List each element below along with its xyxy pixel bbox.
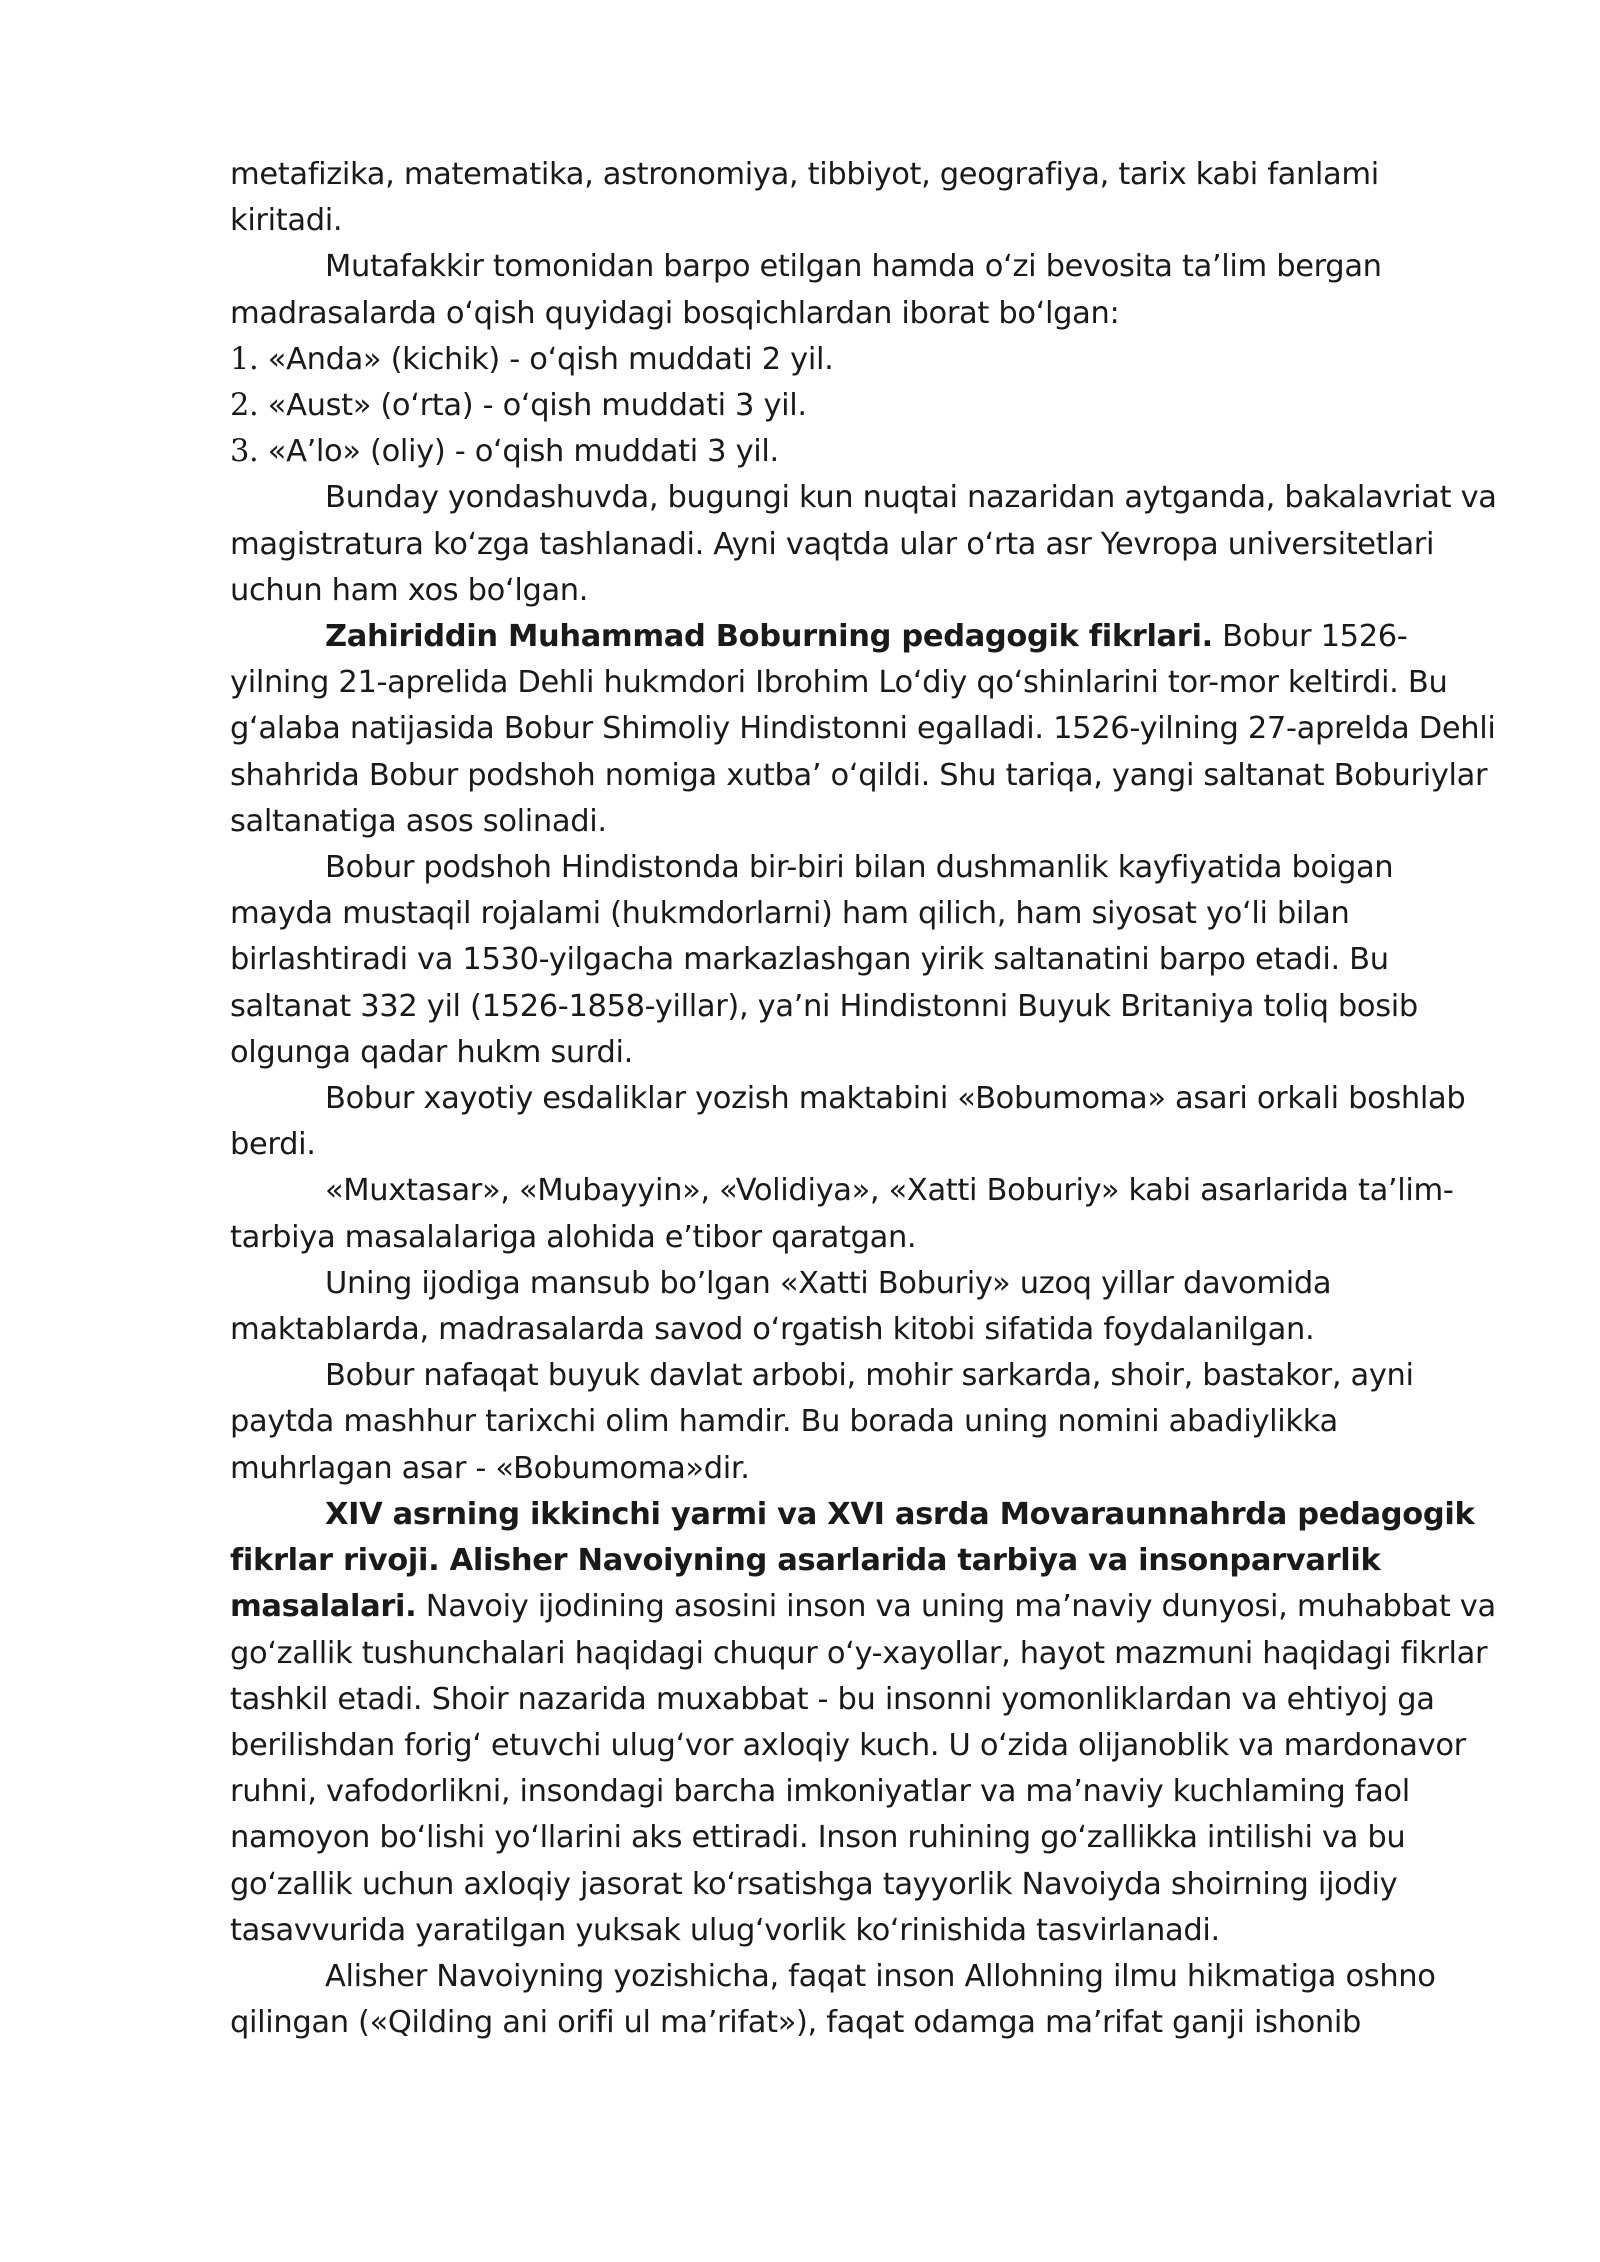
list-number: 2. [230,388,259,424]
list-number: 3. [230,434,259,470]
paragraph: metafizika, matematika, astronomiya, tibbiyot, geografiya, tarix kabi fanlami kiritadi. [230,157,1379,239]
paragraph: Bunday yondashuvda, bugungi kun nuqtai nazaridan aytganda, bakalavriat va magistratura koʻzga tashlanadi. Ayni vaqtda ular oʻrta asr Yevropa universitetlari uchun ham xos boʻlgan. [230,480,1497,608]
paragraph: Bobur podshoh Hindistonda bir-biri bilan dushmanlik kayfiyatida boigan mayda mustaqil rojalami (hukmdorlarni) ham qilich, ham siyosat yoʻli bilan birlashtiradi va 1530-yilgacha markazlashgan yirik saltanatini barpo etadi. Bu saltanat 332 yil (1526-1858-yillar), yaʼni Hindistonni Buyuk Britaniya toliq bosib olgunga qadar hukm surdi. [230,850,1418,1070]
list-text: «Aust» (oʻrta) - oʻqish muddati 3 yil. [267,388,807,424]
paragraph: Mutafakkir tomonidan barpo etilgan hamda oʻzi bevosita taʼlim bergan madrasalarda oʻqish quyidagi bosqichlardan iborat boʻlgan: [230,249,1382,331]
paragraph: Uning ijodiga mansub boʼlgan «Xatti Boburiy» uzoq yillar davomida maktablarda, madrasalarda savod oʻrgatish kitobi sifatida foydalanilgan. [230,1265,1332,1348]
paragraph-text: Navoiy ijodining asosini inson va uning maʼnaviy dunyosi, muhabbat va goʻzallik tushunchalari haqidagi chuqur oʻy-xayollar, hayot mazmuni haqidagi fikrlar tashkil etadi. Shoir nazarida muxabbat - bu insonni yomonliklardan va ehtiyoj ga berilishdan forigʻ etuvchi ulugʻvor axloqiy kuch. U oʻzida olijanoblik va mardonavor ruhni, vafodorlikni, insondagi barcha imkoniyatlar va maʼnaviy kuchlaming faol namoyon boʻlishi yoʻllarini aks ettiradi. Inson ruhining goʻzallikka intilishi va bu goʻzallik uchun axloqiy jasorat koʻrsatishga tayyorlik Navoiyda shoirning ijodiy tasavvurida yaratilgan yuksak ulugʻvorlik koʻrinishida tasvirlanadi. [230,1589,1496,1948]
list-item-3 [230,429,1500,475]
paragraph: «Muxtasar», «Mubayyin», «Volidiya», «Xatti Boburiy» kabi asarlarida taʼlim-tarbiya masalalariga alohida eʼtibor qaratgan. [230,1173,1454,1255]
section-heading: XIV asrning ikkinchi yarmi va XVI asrda Movaraunnahrda pedagogik fikrlar rivoji. Alisher Navoiyning asarlarida tarbiya va insonparvarlik masalalari. [230,1496,1475,1625]
document-page [230,152,1500,2046]
list-number: 1. [230,341,259,377]
paragraph-navoiy [230,1492,1500,1954]
section-heading: Zahiriddin Muhammad Boburning pedagogik fikrlari. [325,619,1213,655]
list-item-2 [230,383,1500,429]
list-item-1 [230,337,1500,383]
paragraph-text: Bobur 1526-yilning 21-aprelida Dehli hukmdori Ibrohim Loʻdiy qoʻshinlarini tor-mor keltirdi. Bu gʻalaba natijasida Bobur Shimoliy Hindistonni egalladi. 1526-yilning 27-aprelda Dehli shahrida Bobur podshoh nomiga xutbaʼ oʻqildi. Shu tariqa, yangi saltanat Boburiylar saltanatiga asos solinadi. [230,619,1496,839]
paragraph: Alisher Navoiyning yozishicha, faqat inson Allohning ilmu hikmatiga oshno qilingan («Qilding ani orifi ul maʼrifat»), faqat odamga maʼrifat ganji ishonib [230,1958,1436,2041]
list-text: «Aʼlo» (oliy) - oʻqish muddati 3 yil. [267,434,779,470]
paragraph: Bobur xayotiy esdaliklar yozish maktabini «Bobumoma» asari orkali boshlab berdi. [230,1081,1466,1163]
paragraph-babur [230,614,1500,845]
paragraph: Bobur nafaqat buyuk davlat arbobi, mohir sarkarda, shoir, bastakor, ayni paytda mashhur tarixchi olim hamdir. Bu borada uning nomini abadiylikka muhrlagan asar - «Bobumoma»dir. [230,1358,1414,1486]
list-text: «Anda» (kichik) - oʻqish muddati 2 yil. [267,341,834,377]
